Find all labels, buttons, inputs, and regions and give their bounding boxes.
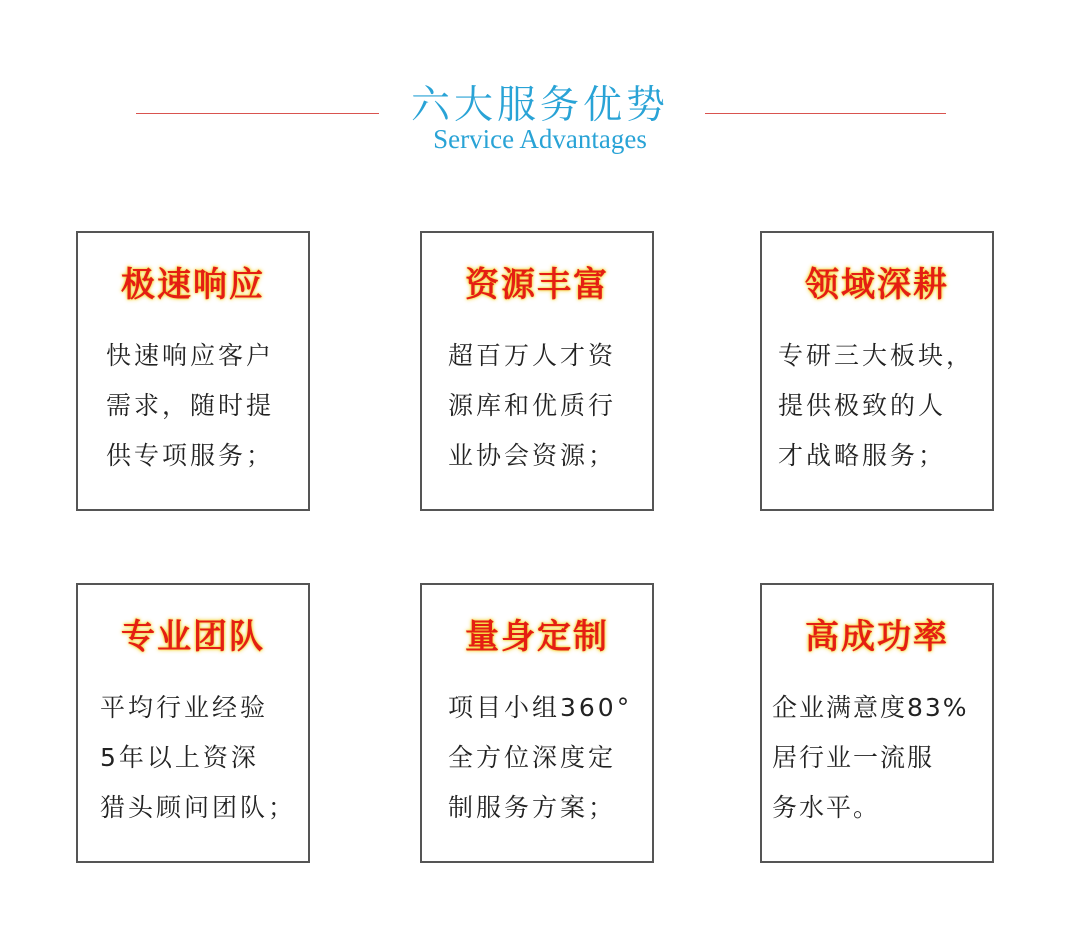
card-description-line: 5年以上资深 [100,743,259,772]
card-title: 专业团队 [121,617,265,657]
card-description [448,683,632,833]
card-description-line: 项目小组360° [448,693,633,722]
advantage-card-rich-resources [420,231,654,511]
card-description-line: 需求，随时提 [106,391,275,420]
advantage-card-fast-response [76,231,310,511]
card-description [772,683,969,833]
card-title: 领域深耕 [805,265,949,305]
advantage-card-customized [420,583,654,863]
card-description-line: 提供极致的人 [778,391,947,420]
advantage-card-professional-team [76,583,310,863]
card-description-line: 供专项服务； [106,441,275,470]
card-description-line: 源库和优质行 [448,391,617,420]
card-description-line: 专研三大板块， [778,341,975,370]
page-subtitle: Service Advantages [433,124,647,154]
card-title: 量身定制 [465,617,609,657]
card-description [100,683,296,833]
card-description-line: 平均行业经验 [100,693,269,722]
card-description-line: 全方位深度定 [448,743,617,772]
card-description [778,331,974,481]
card-description [448,331,616,481]
card-description-line: 超百万人才资 [448,341,617,370]
card-description [106,331,274,481]
header-right-divider [705,113,946,114]
card-description-line: 快速响应客户 [106,341,275,370]
card-description-line: 务水平。 [772,793,881,822]
card-description-line: 才战略服务； [778,441,947,470]
page-title: 六大服务优势 [410,83,669,128]
card-description-line: 业协会资源； [448,441,617,470]
card-title: 资源丰富 [465,265,609,305]
page-header [0,60,1080,170]
card-description-line: 企业满意度83% [772,693,969,722]
advantage-card-high-success [760,583,994,863]
advantage-card-domain-focus [760,231,994,511]
card-title: 极速响应 [121,265,265,305]
card-description-line: 制服务方案； [448,793,617,822]
card-description-line: 居行业一流服 [772,743,935,772]
card-title: 高成功率 [805,617,949,657]
card-description-line: 猎头顾问团队； [100,793,297,822]
